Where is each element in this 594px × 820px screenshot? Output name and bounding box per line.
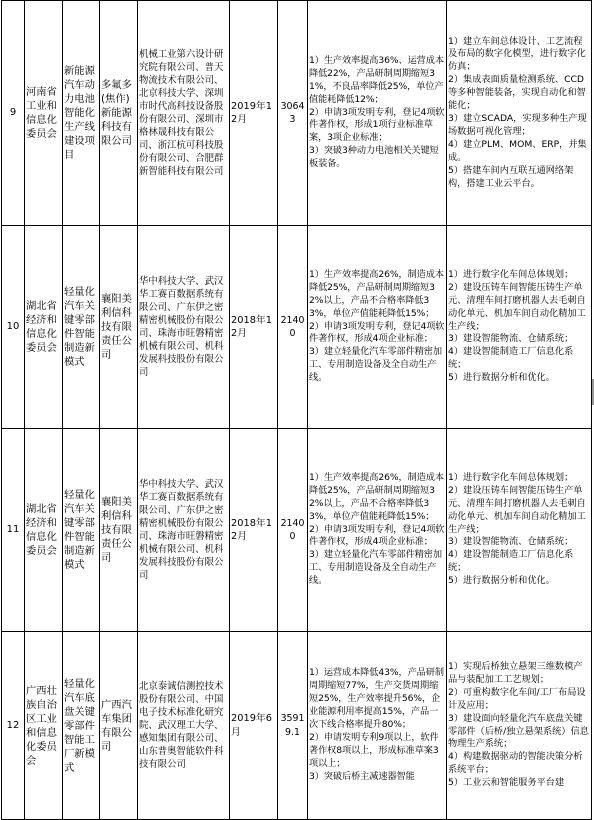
row-number: 12 bbox=[2, 632, 25, 820]
investment-cell: 21400 bbox=[278, 226, 308, 429]
completion-date-cell: 2018年12月 bbox=[230, 429, 278, 632]
completion-date-cell: 2019年12月 bbox=[230, 1, 278, 226]
project-goals-cell: 1）生产效率提高36%、运营成本降低22%，产品研制周期缩短31%，不良品率降低25%，单位产值能耗降低12%； 2）申请3项发明专利，登记4项软件著作权，形成1项行业标准草案，3项企业标准； 3）突破3种动力电池相关关键短板装备。 bbox=[308, 1, 447, 226]
project-goals-cell bbox=[308, 632, 447, 820]
project-goals-cell: 1）生产效率提高26%，制造成本降低25%，产品研制周期缩短32%以上，产品不合格率降低33%，单位产值能耗降低15%； 2）申请3项发明专利，登记4项软件著作权，形成4项企业标准； 3）建立轻量化汽车零部件精密加工、专用制造设备及全自动生产线。 bbox=[308, 226, 447, 429]
department-cell: 湖北省经济和信息化委员会 bbox=[25, 429, 63, 632]
project-goals-text: 1）运营成本降低43%，产品研制周期缩短77%，生产交货周期缩短25%，生产效率提升56%，企业能源利用率提高15%，产品一次下线合格率提升80%； 2）申请发明专利9项以上，软件著作权8项以上，形成标准草案3项以上； 3）突破后桥主减速器智能 bbox=[309, 667, 444, 782]
project-name-cell: 轻量化汽车关键零部件智能制造新模式 bbox=[63, 429, 100, 632]
project-name-cell: 轻量化汽车底盘关键零部件智能工厂新模式 bbox=[63, 632, 100, 820]
completion-date-cell: 2019年6月 bbox=[230, 632, 278, 820]
lead-unit-cell: 广西汽车集团有限公司 bbox=[100, 632, 138, 820]
completion-date-cell: 2018年12月 bbox=[230, 226, 278, 429]
construction-content-cell: 1）进行数字化车间总体规划； 2）建设压铸车间智能压铸生产单元、清理车间打磨机器人去毛刺自动化单元、机加车间自动化精加工生产线； 3）建设智能物流、仓储系统； 4）建设智能制造工厂信息化系统； 5）进行数据分析和优化。 bbox=[447, 226, 592, 429]
table-row bbox=[2, 226, 592, 429]
table-row bbox=[2, 429, 592, 632]
partner-units-cell: 华中科技大学、武汉华工赛百数据系统有限公司、广东伊之密精密机械股份有限公司、珠海市旺磐精密机械有限公司、机科发展科技股份有限公司 bbox=[138, 226, 230, 429]
row-number: 10 bbox=[2, 226, 25, 429]
construction-content-text: 1）实现后桥独立悬架三维数模产品与装配加工工艺规划； 2）可重构数字化车间/工厂布局设计及应用； 3）建设面向轻量化汽车底盘关键零部件（后桥/独立悬架系统）信息物理生产系统； 4）构建数据驱动的智能决策分析系统平台； 5）工业云和智能服务平台建 bbox=[448, 660, 589, 789]
construction-content-cell: 1）进行数字化车间总体规划； 2）建设压铸车间智能压铸生产单元、清理车间打磨机器人去毛刺自动化单元、机加车间自动化精加工生产线； 3）建设智能物流、仓储系统； 4）建设智能制造工厂信息化系统； 5）进行数据分析和优化。 bbox=[447, 429, 592, 632]
construction-content-cell bbox=[447, 632, 592, 820]
table-row bbox=[2, 1, 592, 226]
department-cell: 湖北省经济和信息化委员会 bbox=[25, 226, 63, 429]
construction-content-cell: 1）建立车间总体设计、工艺流程及布局的数字化模型，进行数字化仿真； 2）集成表面质量检测系统、CCD等多种智能装备，实现自动化和智能化； 3）建立SCADA，实现多种生产现场数据可视化管理； 4）建立PLM、MOM、ERP，并集成。 5）搭建车间内互联互通网络架构，搭建工业云平台。 bbox=[447, 1, 592, 226]
table-row bbox=[2, 632, 592, 820]
partner-units-cell: 华中科技大学、武汉华工赛百数据系统有限公司、广东伊之密精密机械股份有限公司、珠海市旺磐精密机械有限公司、机科发展科技股份有限公司 bbox=[138, 429, 230, 632]
investment-cell: 35919.1 bbox=[278, 632, 308, 820]
department-cell: 广西壮族自治区工业和信息化委员会 bbox=[25, 632, 63, 820]
lead-unit-cell: 襄阳美利信科技有限责任公司 bbox=[100, 429, 138, 632]
lead-unit-cell: 襄阳美利信科技有限责任公司 bbox=[100, 226, 138, 429]
investment-cell: 30643 bbox=[278, 1, 308, 226]
partner-units-cell: 机械工业第六设计研究院有限公司、普天物流技术有限公司、北京科技大学、深圳市时代高科技设备股份有限公司、深圳市格林晟科技有限公司、浙江杭可科技股份有限公司、合肥群新智能科技有限公司 bbox=[138, 1, 230, 226]
investment-cell: 21400 bbox=[278, 429, 308, 632]
project-name-cell: 轻量化汽车关键零部件智能制造新模式 bbox=[63, 226, 100, 429]
department-cell: 河南省工业和信息化委员会 bbox=[25, 1, 63, 226]
project-goals-cell: 1）生产效率提高26%，制造成本降低25%，产品研制周期缩短32%以上，产品不合格率降低33%，单位产值能耗降低15%； 2）申请3项发明专利，登记4项软件著作权，形成4项企业标准； 3）建立轻量化汽车零部件精密加工、专用制造设备及全自动生产线。 bbox=[308, 429, 447, 632]
project-name-cell: 新能源汽车动力电池智能化生产线建设项目 bbox=[63, 1, 100, 226]
lead-unit-cell: 多氟多(焦作)新能源科技有限公司 bbox=[100, 1, 138, 226]
partner-units-cell: 北京泰诚信测控技术股份有限公司、中国电子技术标准化研究院、武汉理工大学、感知集团有限公司、山东普奥智能软件科技有限公司 bbox=[138, 632, 230, 820]
row-number: 9 bbox=[2, 1, 25, 226]
project-table bbox=[1, 0, 592, 820]
row-number: 11 bbox=[2, 429, 25, 632]
